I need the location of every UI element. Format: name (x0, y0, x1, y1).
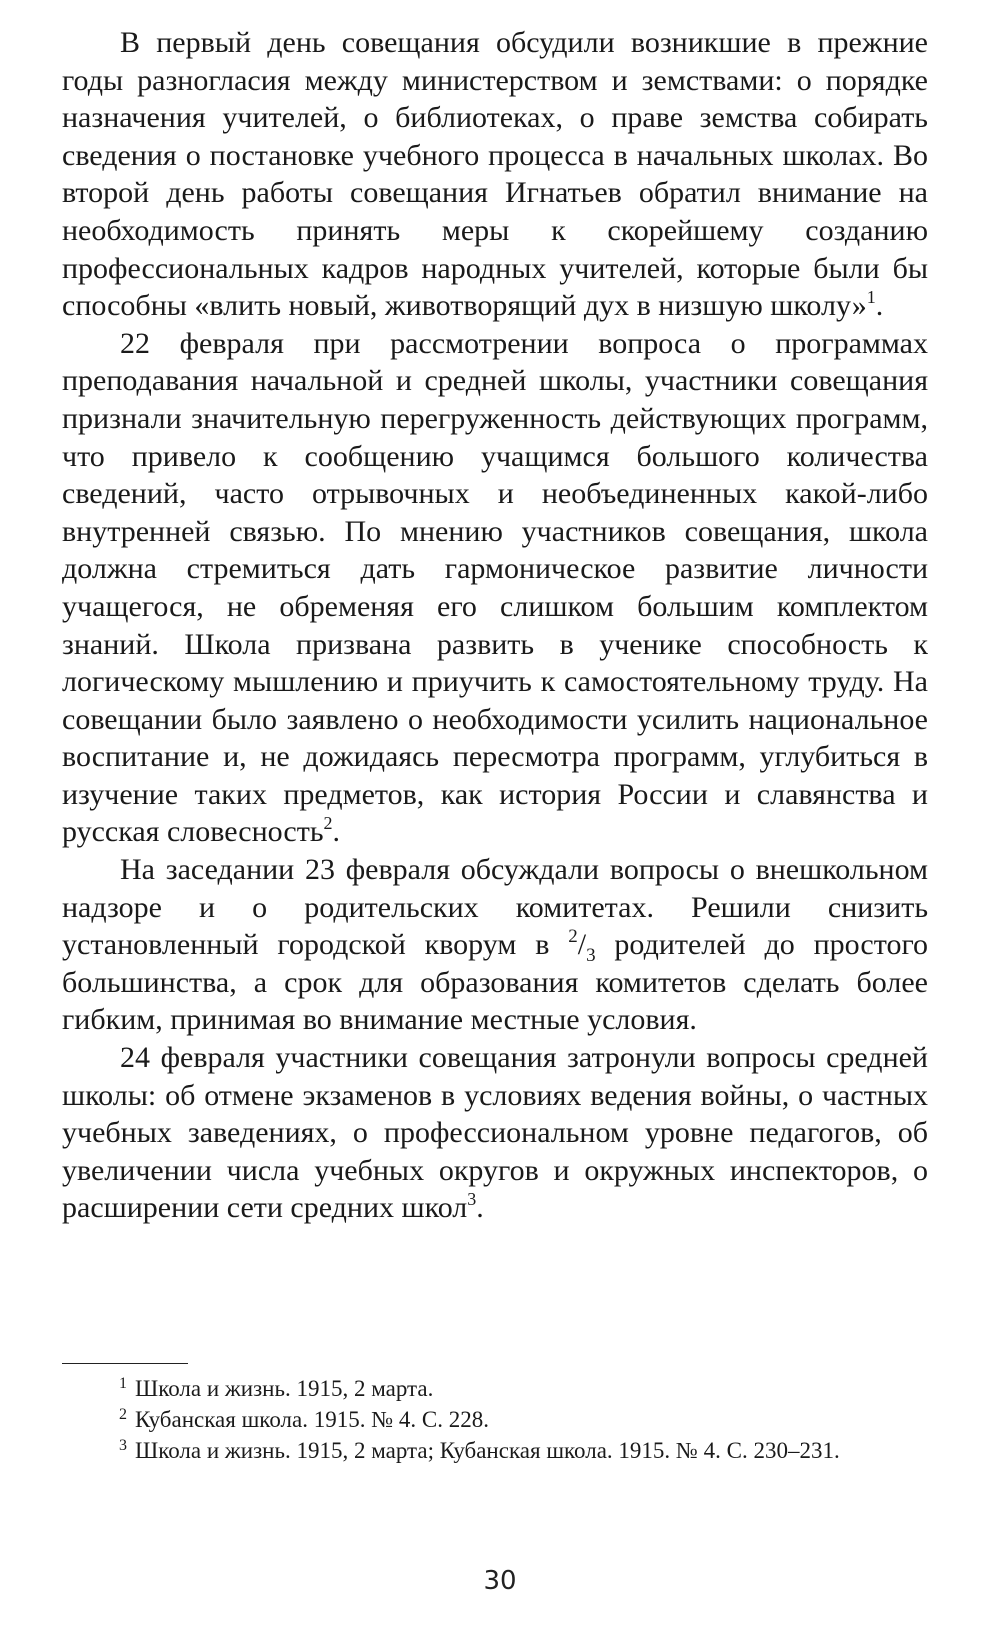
footnotes (62, 1373, 928, 1466)
paragraph-2: 22 февраля при рассмотрении вопроса о программах преподавания начальной и средней школы, участники совещания признали значительную перегруженность действующих программ, что привело к сообщению учащимся большого количества сведений, часто отрывочных и необъединенных какой-либо внутренней связью. По мнению участников совещания, школа должна стремиться дать гармоническое развитие личности учащегося, не обременяя его слишком большим комплектом знаний. Школа призвана развить в ученике способность к логическому мышлению и приучить к самостоятельному труду. На совещании было заявлено о необходимости усилить национальное воспитание и, не дожидаясь пересмотра программ, углубиться в изучение таких предметов, как история России и славянства и русская словесность$^2$. (62, 326, 928, 849)
paragraph-4: 24 февраля участники совещания затронули вопросы средней школы: об отмене экзаменов в условиях ведения войны, о частных учебных заведениях, о профессиональном уровне педагогов, об увеличении числа учебных округов и окружных инспекторов, о расширении сети средних школ$^3$. (62, 1041, 928, 1225)
footnote-3: $^3$ Школа и жизнь. 1915, 2 марта; Кубанская школа. 1915. № 4. С. 230–231. (119, 1437, 840, 1463)
fraction-two-thirds: $^2/_3$ (568, 926, 596, 967)
footnote-ref-3[interactable]: 3 (467, 1189, 477, 1210)
paragraph-1: В первый день совещания обсудили возникшие в прежние годы разногласия между министерством и земствами: о порядке назначения учителей, о библиотеках, о праве земства собирать сведения о постановке учебного процесса в начальных школах. Во второй день работы совещания Игнатьев обратил внимание на необходимость принять меры к скорейшему созданию профессиональных кадров народных учителей, которые были бы способны «влить новый, животворящий дух в низшую школу»$^1$. (62, 26, 928, 323)
paragraph-3: На заседании 23 февраля обсуждали вопросы о внешкольном надзоре и о родительских комитетах. Решили снизить установленный городской кворум в $^2/_3$ родителей до простого большинства, а срок для образования комитетов сделать более гибким, принимая во внимание местные условия. (62, 853, 929, 1037)
page-number: 30 (483, 1566, 517, 1596)
footnote-ref-1[interactable]: 1 (866, 287, 876, 308)
footnote-divider (62, 1363, 188, 1364)
main-text (62, 24, 928, 1227)
footnote-ref-2[interactable]: 2 (323, 813, 333, 834)
footnote-1: $^1$ Школа и жизнь. 1915, 2 марта. (119, 1375, 434, 1401)
footnote-2: $^2$ Кубанская школа. 1915. № 4. С. 228. (119, 1406, 489, 1432)
